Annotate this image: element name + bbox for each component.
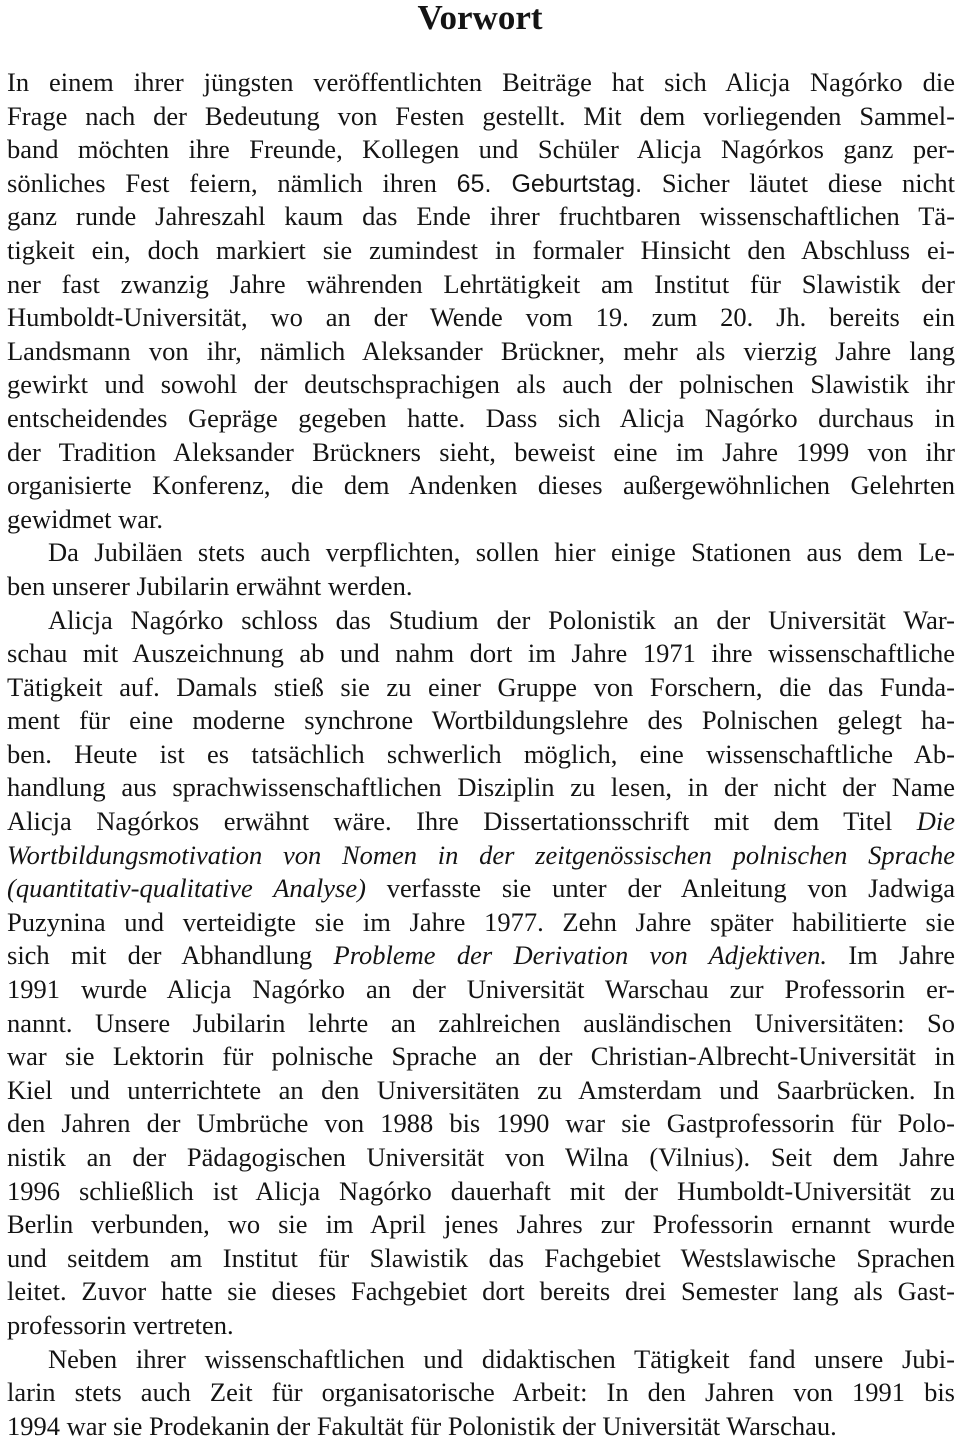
text-line	[7, 939, 955, 973]
text-segment: 1996 schließlich ist Alicja Nagórko dauerhaft mit der Humboldt-Universität zu	[7, 1175, 955, 1206]
text-line	[7, 1141, 955, 1175]
text-segment: Da Jubiläen stets auch verpflichten, sollen hier einige Stationen aus dem Le-	[48, 537, 955, 568]
text-segment: entscheidendes Gepräge gegeben hatte. Dass sich Alicja Nagórko durchaus in	[7, 402, 955, 433]
paragraph	[7, 604, 955, 1343]
text-line	[7, 604, 955, 638]
text-segment: Landsmann von ihr, nämlich Aleksander Brückner, mehr als vierzig Jahre lang	[7, 335, 955, 366]
text-line	[7, 671, 955, 705]
text-segment: war sie Lektorin für polnische Sprache an der Christian-Albrecht-Universität in	[7, 1041, 955, 1072]
text-line	[7, 200, 955, 234]
text-segment: ganz runde Jahreszahl kaum das Ende ihrer fruchtbaren wissenschaftlichen Tä-	[7, 201, 955, 232]
text-line	[7, 368, 955, 402]
paragraph	[7, 1343, 955, 1444]
text-segment: gewidmet war.	[7, 503, 164, 534]
text-segment: gewirkt und sowohl der deutschsprachigen als auch der polnischen Slawistik ihr	[7, 369, 955, 400]
text-segment: tigkeit ein, doch markiert sie zumindest in formaler Hinsicht den Abschluss ei-	[7, 234, 955, 265]
text-line	[7, 1208, 955, 1242]
text-segment: schau mit Auszeichnung ab und nahm dort im Jahre 1971 ihre wissenschaftliche	[7, 638, 955, 669]
text-line	[7, 738, 955, 772]
text-line	[7, 100, 955, 134]
text-line	[7, 872, 955, 906]
text-segment: Im Jahre	[827, 940, 955, 971]
text-segment: 1994 war sie Prodekanin der Fakultät für Polonistik der Universität Warschau.	[7, 1410, 837, 1441]
text-line	[7, 167, 955, 201]
text-line	[7, 66, 955, 100]
text-segment: professorin vertreten.	[7, 1309, 234, 1340]
text-line	[7, 771, 955, 805]
text-line	[7, 1376, 955, 1410]
italic-title-text: Die	[916, 806, 955, 837]
paragraph	[7, 66, 955, 536]
page-title: Vorwort	[417, 0, 543, 37]
text-line	[7, 1175, 955, 1209]
text-line	[7, 402, 955, 436]
text-line	[7, 1040, 955, 1074]
text-line	[7, 301, 955, 335]
text-line	[7, 234, 955, 268]
text-segment: sich mit der Abhandlung	[7, 940, 334, 971]
text-line	[7, 503, 955, 537]
text-segment: Puzynina und verteidigte sie im Jahre 1977. Zehn Jahre später habilitierte sie	[7, 906, 955, 937]
text-line	[7, 268, 955, 302]
text-line	[7, 436, 955, 470]
text-line	[7, 1343, 955, 1377]
text-segment: Frage nach der Bedeutung von Festen gestellt. Mit dem vorliegenden Sammel-	[7, 100, 955, 131]
document-body	[7, 66, 955, 1443]
text-line	[7, 133, 955, 167]
text-segment: ben. Heute ist es tatsächlich schwerlich möglich, eine wissenschaftliche Ab-	[7, 738, 955, 769]
text-line	[7, 1107, 955, 1141]
text-line	[7, 637, 955, 671]
text-line	[7, 469, 955, 503]
text-segment: ben unserer Jubilarin erwähnt werden.	[7, 570, 413, 601]
text-segment: ment für eine moderne synchrone Wortbildungslehre des Polnischen gelegt ha-	[7, 705, 955, 736]
paragraph	[7, 536, 955, 603]
text-segment: Kiel und unterrichtete an den Universitäten zu Amsterdam und Saarbrücken. In	[7, 1074, 955, 1105]
text-segment: ner fast zwanzig Jahre währenden Lehrtätigkeit am Institut für Slawistik der	[7, 268, 955, 299]
text-segment: leitet. Zuvor hatte sie dieses Fachgebiet dort bereits drei Semester lang als Gast-	[7, 1276, 955, 1307]
text-segment: den Jahren der Umbrüche von 1988 bis 1990 war sie Gastprofessorin für Polo-	[7, 1108, 955, 1139]
text-segment: Alicja Nagórkos erwähnt wäre. Ihre Dissertationsschrift mit dem Titel	[7, 806, 917, 837]
text-segment: Alicja Nagórko schloss das Studium der Polonistik an der Universität War-	[48, 604, 955, 635]
text-segment: larin stets auch Zeit für organisatorische Arbeit: In den Jahren von 1991 bis	[7, 1377, 955, 1408]
text-line	[7, 1309, 955, 1343]
italic-title-text: Wortbildungsmotivation von Nomen in der zeitgenössischen polnischen Sprache	[7, 839, 955, 870]
text-segment: band möchten ihre Freunde, Kollegen und Schüler Alicja Nagórkos ganz per-	[7, 134, 955, 165]
text-segment: handlung aus sprachwissenschaftlichen Disziplin zu lesen, in der nicht der Name	[7, 772, 955, 803]
text-line	[7, 1410, 955, 1444]
text-segment: sönliches Fest feiern, nämlich ihren 65. Geburtstag. Sicher läutet diese nicht	[7, 167, 955, 198]
text-line	[7, 335, 955, 369]
text-line	[7, 704, 955, 738]
text-segment: organisierte Konferenz, die dem Andenken dieses außergewöhnlichen Gelehrten	[7, 470, 955, 501]
text-line	[7, 1074, 955, 1108]
text-segment: Neben ihrer wissenschaftlichen und didaktischen Tätigkeit fand unsere Jubi-	[48, 1343, 955, 1374]
italic-title-text: Probleme der Derivation von Adjektiven.	[333, 940, 828, 971]
text-segment: Humboldt-Universität, wo an der Wende vom 19. zum 20. Jh. bereits ein	[7, 302, 955, 333]
text-line	[7, 839, 955, 873]
text-line	[7, 1007, 955, 1041]
text-line	[7, 1242, 955, 1276]
text-segment: und seitdem am Institut für Slawistik das Fachgebiet Westslawische Sprachen	[7, 1242, 955, 1273]
text-segment: nannt. Unsere Jubilarin lehrte an zahlreichen ausländischen Universitäten: So	[7, 1007, 955, 1038]
text-line	[7, 805, 955, 839]
text-segment: In einem ihrer jüngsten veröffentlichten Beiträge hat sich Alicja Nagórko die	[7, 67, 955, 97]
text-line	[7, 536, 955, 570]
italic-title-text: (quantitativ-qualitative Analyse)	[7, 873, 366, 904]
text-segment: der Tradition Aleksander Brückners sieht, beweist eine im Jahre 1999 von ihr	[7, 436, 955, 467]
text-segment: Tätigkeit auf. Damals stieß sie zu einer Gruppe von Forschern, die das Funda-	[7, 671, 955, 702]
sans-serif-run: 65. Geburtstag.	[456, 169, 643, 198]
text-line	[7, 1275, 955, 1309]
text-line	[7, 973, 955, 1007]
text-line	[7, 570, 955, 604]
text-segment: 1991 wurde Alicja Nagórko an der Universität Warschau zur Professorin er-	[7, 974, 955, 1005]
text-segment: nistik an der Pädagogischen Universität von Wilna (Vilnius). Seit dem Jahre	[7, 1142, 955, 1172]
text-segment: verfasste sie unter der Anleitung von Jadwiga	[365, 873, 955, 904]
text-segment: Berlin verbunden, wo sie im April jenes Jahres zur Professorin ernannt wurde	[7, 1209, 955, 1240]
text-line	[7, 906, 955, 940]
